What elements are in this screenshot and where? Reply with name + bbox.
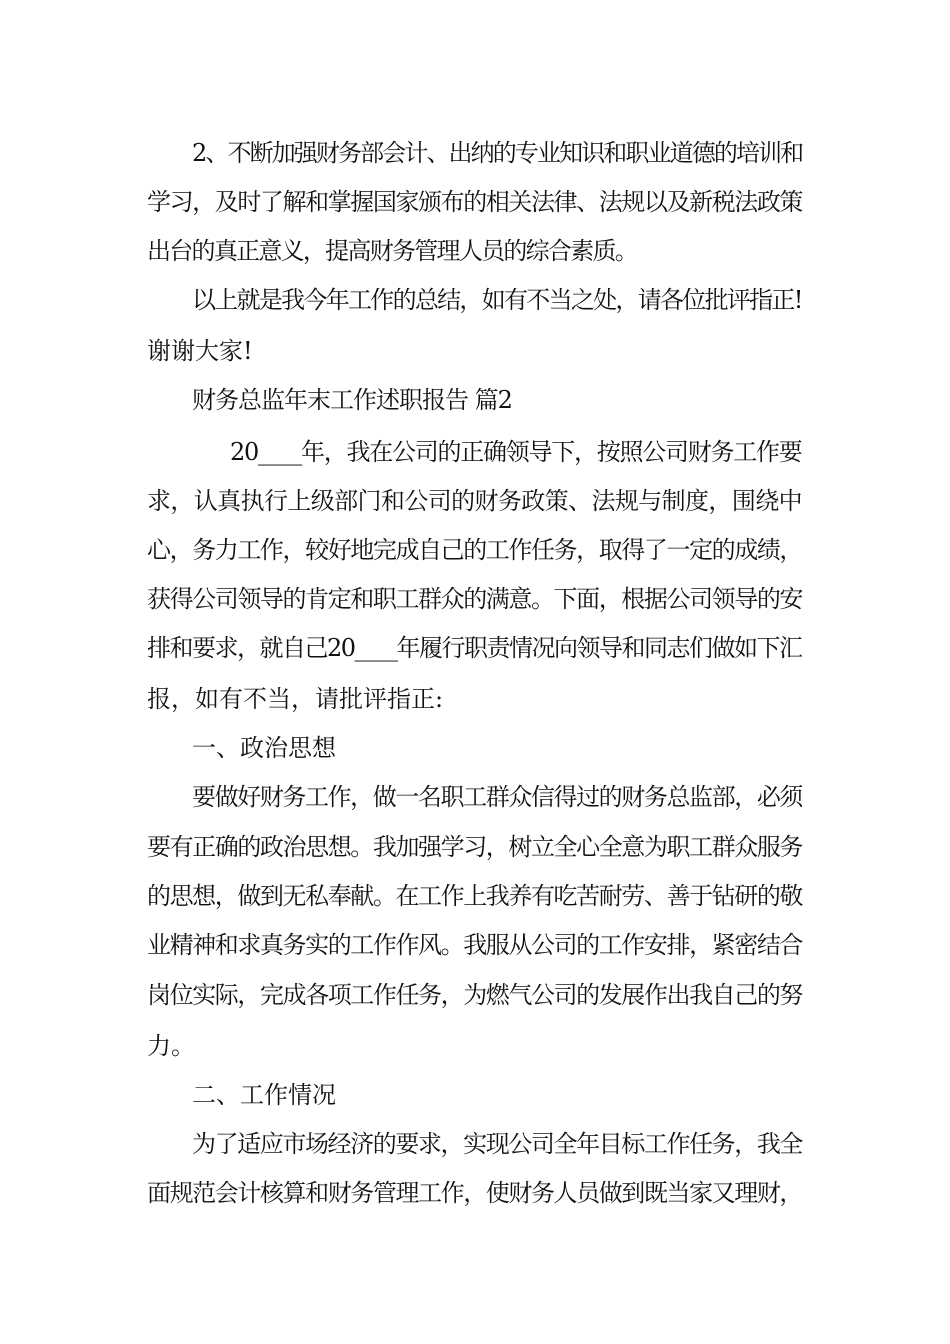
text-line: 排和要求，就自己20____年履行职责情况向领导和同志们做如下汇 <box>147 634 802 662</box>
section-heading: 一、政治思想 <box>192 734 336 762</box>
text-line: 的思想，做到无私奉献。在工作上我养有吃苦耐劳、善于钻研的敬 <box>147 882 802 910</box>
text-line: 谢谢大家! <box>147 337 253 365</box>
text-line: 出台的真正意义，提高财务管理人员的综合素质。 <box>147 237 637 265</box>
text-line: 2、不断加强财务部会计、出纳的专业知识和职业道德的培训和 <box>192 139 803 167</box>
text-line: 20____年，我在公司的正确领导下，按照公司财务工作要 <box>230 438 802 466</box>
text-line: 要有正确的政治思想。我加强学习，树立全心全意为职工群众服务 <box>147 833 802 861</box>
section-title: 财务总监年末工作述职报告 篇2 <box>192 386 512 414</box>
text-line: 面规范会计核算和财务管理工作，使财务人员做到既当家又理财， <box>147 1179 802 1207</box>
text-line: 心，务力工作，较好地完成自己的工作任务，取得了一定的成绩， <box>147 536 802 564</box>
text-line: 力。 <box>147 1032 195 1060</box>
text-line: 岗位实际，完成各项工作任务，为燃气公司的发展作出我自己的努 <box>147 981 802 1009</box>
text-line: 要做好财务工作，做一名职工群众信得过的财务总监部，必须 <box>192 783 802 811</box>
text-line: 求，认真执行上级部门和公司的财务政策、法规与制度，围绕中 <box>147 487 802 515</box>
text-line: 报，如有不当，请批评指正: <box>147 685 444 713</box>
text-line: 为了适应市场经济的要求，实现公司全年目标工作任务，我全 <box>192 1130 802 1158</box>
text-line: 业精神和求真务实的工作作风。我服从公司的工作安排，紧密结合 <box>147 931 802 959</box>
text-line: 学习，及时了解和掌握国家颁布的相关法律、法规以及新税法政策 <box>147 188 802 216</box>
section-heading: 二、工作情况 <box>192 1081 336 1109</box>
text-line: 获得公司领导的肯定和职工群众的满意。下面，根据公司领导的安 <box>147 585 802 613</box>
text-line: 以上就是我今年工作的总结，如有不当之处，请各位批评指正! <box>192 286 802 314</box>
